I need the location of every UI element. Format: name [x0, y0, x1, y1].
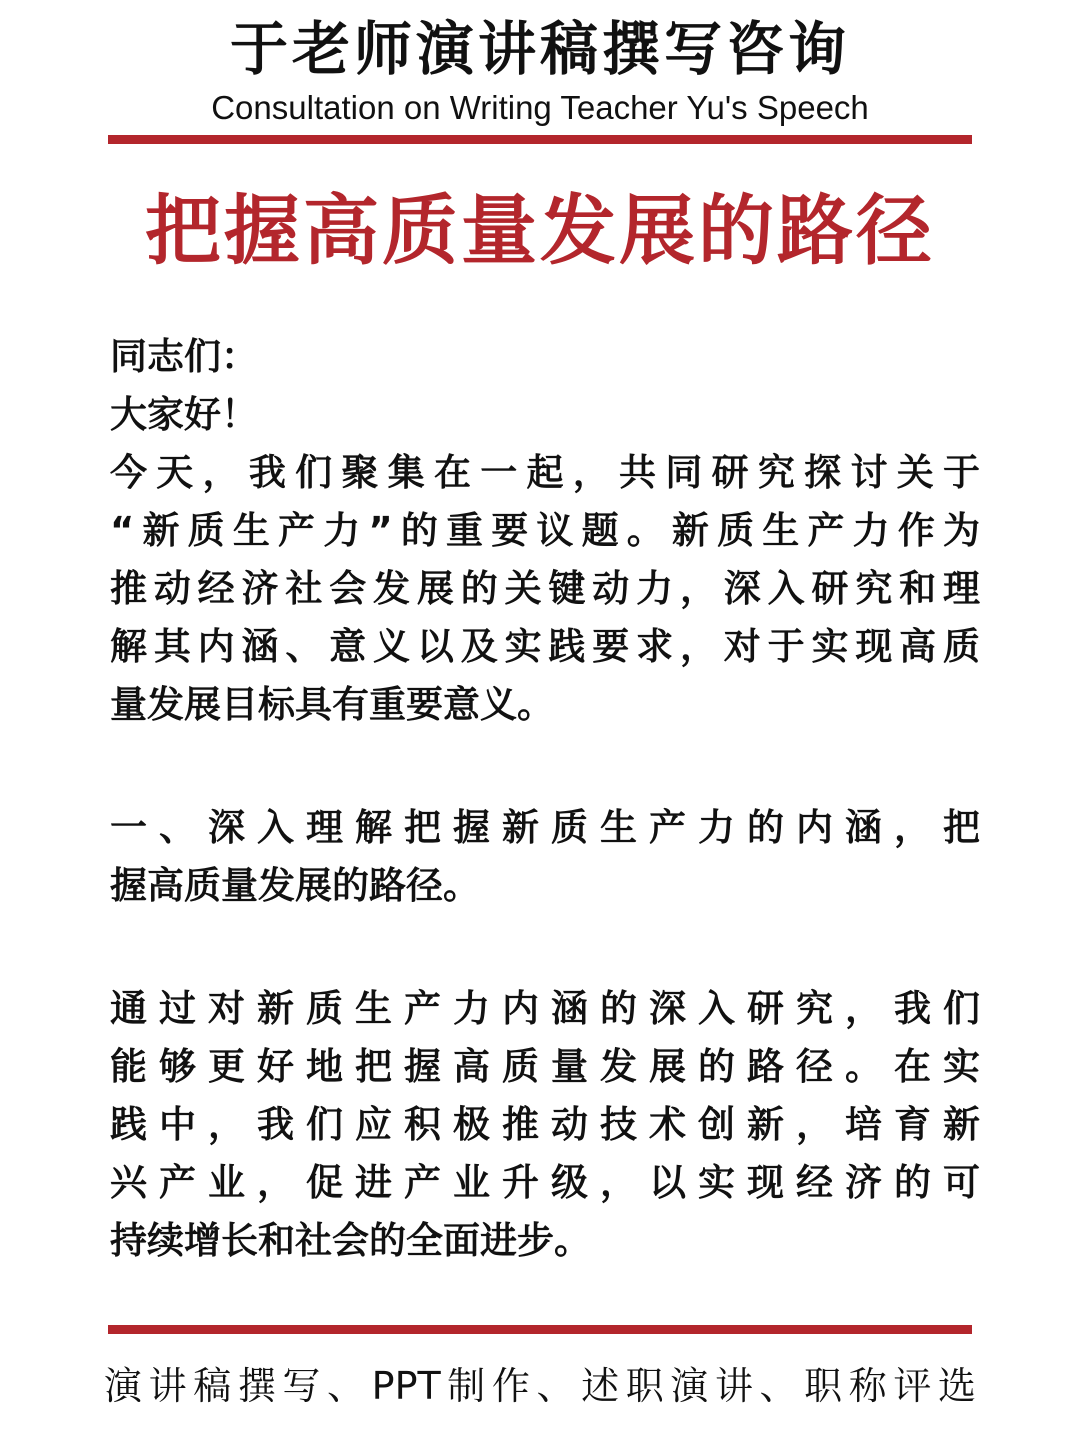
- paragraph-body: [110, 980, 980, 1270]
- paragraph-line: 解其内涵、意义以及实践要求，对于实现高质: [110, 625, 980, 668]
- paragraph-line: 持续增长和社会的全面进步。: [110, 1219, 591, 1262]
- greeting: [110, 386, 980, 444]
- brand-title: 于老师演讲稿撰写咨询: [229, 15, 850, 83]
- paragraph-line: 兴产业，促进产业升级，以实现经济的可: [110, 1161, 980, 1204]
- section-heading-line: 握高质量发展的路径。: [110, 864, 480, 907]
- paragraph-line: 今天，我们聚集在一起，共同研究探讨关于: [110, 451, 980, 494]
- brand-subtitle: Consultation on Writing Teacher Yu's Speech: [211, 89, 869, 126]
- salutation: [110, 328, 980, 386]
- paragraph-line: 量发展目标具有重要意义。: [110, 683, 554, 726]
- speech-headline: 把握高质量发展的路径: [145, 186, 935, 275]
- section-heading: [110, 799, 980, 915]
- paragraph-line: 通过对新质生产力内涵的深入研究，我们: [110, 987, 980, 1030]
- bottom-divider: [108, 1325, 972, 1334]
- paragraph-line: 能够更好地把握高质量发展的路径。在实: [110, 1045, 980, 1088]
- footer-services: 演讲稿撰写、PPT制作、述职演讲、职称评选: [104, 1364, 976, 1408]
- paragraph-intro: [110, 444, 980, 734]
- paragraph-line: 推动经济社会发展的关键动力，深入研究和理: [110, 567, 980, 610]
- greeting-line: 大家好！: [110, 393, 258, 436]
- top-divider: [108, 135, 972, 144]
- paragraph-line: 践中，我们应积极推动技术创新，培育新: [110, 1103, 980, 1146]
- salutation-line: 同志们：: [110, 335, 258, 378]
- paragraph-line: “新质生产力”的重要议题。新质生产力作为: [110, 509, 980, 552]
- section-heading-line: 一、深入理解把握新质生产力的内涵，把: [110, 806, 980, 849]
